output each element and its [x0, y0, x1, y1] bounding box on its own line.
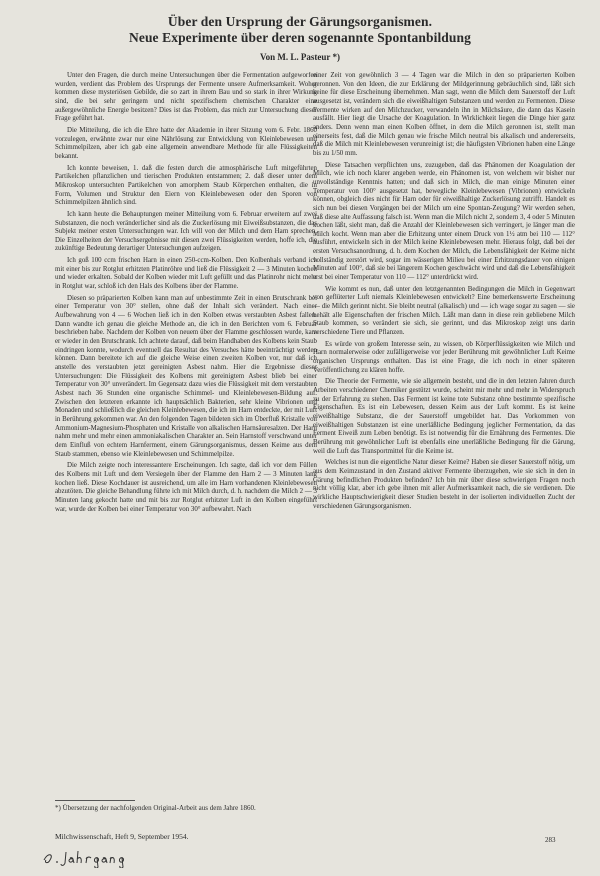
paragraph: Ich konnte beweisen, 1. daß die festen durch die atmosphärische Luft mitgeführten Partikelchen pflanzlichen und tierischen Produkten entstammen; 2. daß dieser unter dem Mikroskop untersuchten Partikelchen von amorphem Staub Körperchen enthalten, die in Form, Volumen und Struktur den Eiern von Kleinlebewesen oder den Sporen von Schimmelpilzen ähnlich sind.: [55, 164, 317, 207]
paragraph: Diese Tatsachen verpflichten uns, zuzugeben, daß das Phänomen der Koagulation der Milch, wie ich noch klarer angeben werde, ein Phänomen ist, von welchem wir bisher nur unvollständige Kenntnis hatten; und daß sich in Milch, die man einige Minuten einer Temperatur von 100° ausgesetzt hat, bewegliche Kleinlebewesen (Vibrionen) entwickeln können, obgleich dies nicht für Harn oder für eiweißhaltige Zuckerlösung zutrifft. Handelt es sich nun bei diesen Vorgängen bei der Milch um eine Spontan-Zeugung? Wir werden sehen, daß diese alte Auffassung falsch ist. Wenn man die Milch nicht 2, sondern 3, 4 oder 5 Minuten kochen läßt, sieht man, daß die Anzahl der Kleinlebewesen sich verringert, je länger man die Milch kocht. Wenn man aber die Erhitzung unter einem Druck von 1½ atm bei 110 — 112° ausführt, entwickeln sich in der Milch keine Kleinlebewesen mehr. Hieraus folgt, daß bei der ersten Versuchsanordnung, d. h. dem Kochen der Milch, die Lebensfähigkeit der Keime nicht vollständig zerstört wird, sogar im wässerigen Milieu bei einer Erhitzungsdauer von einigen Minuten auf 100°, daß sie bei längerem Kochen geschwächt wird und daß die Lebensfähigkeit erst bei einer Temperatur von 110 — 112° unterdrückt wird.: [313, 161, 575, 282]
paragraph: Ich goß 100 ccm frischen Harn in einen 250-ccm-Kolben. Den Kolbenhals verband ich mit einer bis zur Rotglut erhitzten Platinröhre und ließ die Flüssigkeit 2 — 3 Minuten kochen und wieder erkalten. Sobald der Kolben wieder mit Luft gefüllt und das Platinrohr nicht mehr in Rotglut war, schloß ich den Hals des Kolbens über der Flamme.: [55, 257, 317, 291]
paragraph: Die Mitteilung, die ich die Ehre hatte der Akademie in ihrer Sitzung vom 6. Febr. 1860 vorzulegen, erwähnte zwar nur eine Nährlösung zur Entwicklung von Kleinlebewesen und Schimmelpilzen, aber ich gab eine allgemein anwendbare Methode für alle Flüssigkeiten bekannt.: [55, 126, 317, 160]
paragraph: Diesen so präparierten Kolben kann man auf unbestimmte Zeit in einen Brutschrank bei einer Temperatur von 30° stellen, ohne daß der Inhalt sich verändert. Nach einer Aufbewahrung von 4 — 6 Wochen ließ ich in den Kolben etwas verstaubten Asbest fallen. Dann wandte ich genau die gleiche Methode an, die ich in den Berichten vom 6. Februar beschrieben habe. Nachdem der Kolben von neuem über der Flamme geschlossen wurde, kam er wieder in den Brutschrank. Ich achtete darauf, daß beim Handhaben des Kolbens kein Staub eindringen konnte, wodurch eventuell das Resultat des Versuches hätte beeinträchtigt werden können. Dann bereitete ich auf die gleiche Weise einen zweiten Kolben vor, nur daß ich anstelle des verstaubten jetzt gereinigten Asbest nahm. Hier die Ergebnisse dieser Untersuchungen: Die Flüssigkeit des Kolbens mit gereinigtem Asbest blieb bei einer Temperatur von 30° unverändert. Im Gegensatz dazu wies die Flüssigkeit mit dem verstaubten Asbest nach 36 Stunden eine organische Schimmel- und Kleinlebewesen-Bildung auf. Zwischen den letzteren erkannte ich hauptsächlich Bakterien, sehr kleine Vibrionen und Monaden und schließlich die gleichen Kleinlebewesen, die ich im Harn entdeckte, der mit Luft in Berührung gekommen war. An den folgenden Tagen bildeten sich im Überfluß Kristalle von Ammonium-Magnesium-Phosphaten und Kristalle von alkalischen Harnsäuresalzen. Der Harn nahm mehr und mehr einen ammoniakalischen Charakter an. Sein Harnstoff verschwand unter dem Einfluß von echtem Harnferment, einem Gärungsorganismus, dessen Keime aus dem Staub stammen, ebenso wie Kleinlebewesen und Schimmelpilze.: [55, 294, 317, 458]
paragraph: Welches ist nun die eigentliche Natur dieser Keime? Haben sie dieser Sauerstoff nötig, um aus dem Keimzustand in den Zustand aktiver Fermente überzugehen, wie sie sich in den in Gärung befindlichen Produkten befinden? Ich bin mir über diese schwierigen Fragen noch nicht völlig klar, aber ich gebe ihnen mit aller Aufmerksamkeit nach, die sie verdienen. Die wirkliche Hauptschwierigkeit dieser Studien besteht in der isolierten individuellen Zucht der verschiedenen Gärungsorganismen.: [313, 459, 575, 510]
paragraph: Es würde von großem Interesse sein, zu wissen, ob Körperflüssigkeiten wie Milch und Harn normalerweise oder zufälligerweise vor jeder Berührung mit gewöhnlicher Luft Keime organischen Ursprungs enthalten. Das ist eine Frage, die ich noch in einer späteren Veröffentlichung zu klären hoffe.: [313, 340, 575, 374]
handwritten-note: [40, 848, 130, 868]
paragraph: Unter den Fragen, die durch meine Untersuchungen über die Fermentation aufgeworfen wurden, verdient das Problem des Ursprungs der Fermente unsere Aufmerksamkeit. Woher kommen diese mysteriösen Gebilde, die so zart in ihrem Bau und so stark in ihrer Wirkung sind, die bei sehr geringem und nicht spezifischem chemischen Charakter eine außergewöhnliche Energie besitzen? Dies ist das Problem, das mich zur Untersuchung dieser Frage geführt hat.: [55, 72, 317, 123]
left-text-column: [55, 72, 317, 790]
title-line-2: Neue Experimente über deren sogenannte Spontanbildung: [129, 30, 471, 45]
author-byline: Von M. L. Pasteur *): [259, 52, 340, 62]
paragraph: Die Milch zeigte noch interessantere Erscheinungen. Ich sagte, daß ich vor dem Füllen des Kolbens mit Luft und dem Versiegeln über der Flamme den Harn 2 — 3 Minuten lang kochen ließ. Diese Kochdauer ist ausreichend, um alle im Harn vorhandenen Kleinlebewesen abzutöten. Die gleiche Behandlung führte ich mit Milch durch, d. h. nachdem die Milch 2 — 3 Minuten lang gekocht hatte und mit bis zur Rotglut erhitzter Luft in den Kolben eingeführt war, wurde der Kolben bei einer Temperatur von 30° aufbewahrt. Nach: [55, 462, 317, 513]
right-text-column: [313, 72, 575, 790]
paragraph: Wie kommt es nun, daß unter den letztgenannten Bedingungen die Milch in Gegenwart von geflüterter Luft niemals Kleinlebewesen entwickelt? Eine bemerkenswerte Erscheinung — die Milch gerinnt nicht. Sie bleibt neutral (alkalisch) und — ich wage sogar zu sagen — sie behält alle Eigenschaften der frischen Milch. Läßt man dann in diese rein gebliebene Milch Staub kommen, so verändert sie sich, sie gerinnt, und das Mikroskop zeigt uns darin verschiedene Tiere und Pflanzen.: [313, 285, 575, 337]
article-title: [40, 14, 560, 46]
title-line-1: Über den Ursprung der Gärungsorganismen.: [167, 14, 433, 29]
journal-citation: Milchwissenschaft, Heft 9, September 1954.: [55, 832, 189, 841]
footnote-rule: [55, 800, 135, 801]
page-number: 283: [545, 836, 556, 844]
footnote: *) Übersetzung der nachfolgenden Original-Arbeit aus dem Jahre 1860.: [55, 804, 256, 812]
paragraph: einer Zeit von gewöhnlich 3 — 4 Tagen war die Milch in den so präparierten Kolben geronnen. Von den Ideen, die zur Erklärung der Mildgerinnung gebräuchlich sind, läßt sich keine für diese Erscheinung übernehmen. Man sagt, wenn die Milch dem Sauerstoff der Luft ausgesetzt ist, verändern sich die eiweißhaltigen Substanzen und werden zu Fermenten. Diese Fermente wirken auf den Milchzucker, verwandeln ihn in Milchsäure, die dann das Kasein ausfällt. Hier liegt die Ursache der Koagulation. In Wirklichkeit liegen die Dinge hier ganz anders. Denn wenn man einen Kolben öffnet, in dem die Milch geronnen ist, stellt man einerseits fest, daß die Milch genau wie frische Milch neutral bis alkalisch und andererseits, daß die Milch mit Kleinlebewesen verunreinigt ist; die häufigsten Vibrionen haben eine Länge bis zu 1/50 mm.: [313, 72, 575, 157]
paragraph: Ich kann heute die Behauptungen meiner Mitteilung vom 6. Februar erweitern auf zwei Substanzen, die noch veränderlicher sind als die Zuckerlösung mit Eiweißsubstanzen, die das Subjekt meiner ersten Untersuchungen war. Ich will von der Milch und dem Harn sprechen. Die Einzelheiten der Versuchsergebnisse mit diesen zwei Flüssigkeiten werden, hoffe ich, die zukünftige Bedeutung derartiger Untersuchungen aufzeigen.: [55, 210, 317, 253]
paragraph: Die Theorie der Fermente, wie sie allgemein besteht, und die in den letzten Jahren durch Arbeiten verschiedener Chemiker gestützt wurde, scheint mir mehr und mehr in Widerspruch zu der Erfahrung zu stehen. Das Ferment ist keine tote Substanz ohne bestimmte spezifische Eigenschaften. Es ist ein Lebewesen, dessen Keim aus der Luft kommt. Es ist keine eiweißhaltige Substanz, die der Sauerstoff umgebildet hat. Das Vorkommen von eiweißhaltigen Substanzen ist eine unerläßliche Bedingung jeglicher Fermentation, da das Ferment Eiweiß zum Leben benötigt. Es ist notwendig für die Ernährung des Fermentes. Die Berührung mit gewöhnlicher Luft ist ebenfalls eine unerläßliche Bedingung für die Gärung, weil die Luft das Transportmittel für die Keime ist.: [313, 378, 575, 455]
